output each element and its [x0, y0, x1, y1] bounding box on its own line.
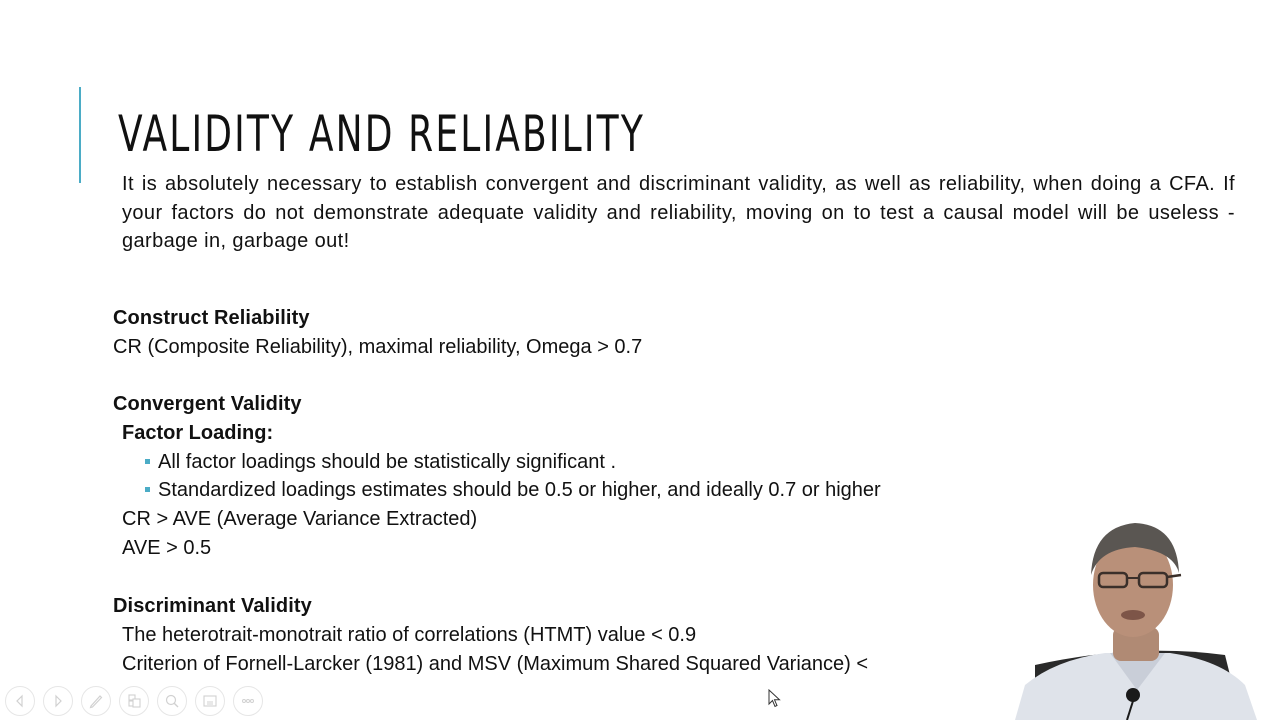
mouse-cursor-icon [768, 689, 782, 709]
bullet-item [113, 448, 881, 477]
next-slide-button[interactable] [43, 686, 73, 716]
convergent-validity-section [113, 390, 881, 563]
discriminant-validity-heading: Discriminant Validity [113, 595, 312, 617]
bullet-square-icon [145, 487, 150, 492]
slide-title: VALIDITY AND RELIABILITY [118, 105, 645, 163]
presenter-video [995, 515, 1280, 720]
title-accent-bar [79, 87, 81, 183]
fornell-larcker-criterion: Criterion of Fornell-Larcker (1981) and MSV (Maximum Shared Squared Variance) < [122, 652, 869, 675]
zoom-icon [163, 692, 181, 710]
ave-criterion: AVE > 0.5 [122, 536, 212, 559]
construct-reliability-section [113, 304, 642, 362]
previous-slide-button[interactable] [5, 686, 35, 716]
previous-slide-icon [11, 692, 29, 710]
cr-ave-criterion: CR > AVE (Average Variance Extracted) [122, 508, 478, 531]
pen-tool-button[interactable] [81, 686, 111, 716]
discriminant-validity-section [113, 592, 868, 678]
subtitles-button[interactable] [195, 686, 225, 716]
bullet-text: All factor loadings should be statistically significant . [158, 450, 617, 473]
bullet-item [113, 476, 881, 505]
see-all-slides-button[interactable] [119, 686, 149, 716]
construct-reliability-criterion: CR (Composite Reliability), maximal reliability, Omega > 0.7 [113, 335, 643, 358]
construct-reliability-heading: Construct Reliability [113, 307, 310, 329]
convergent-validity-heading: Convergent Validity [113, 393, 302, 415]
pen-icon [87, 692, 105, 710]
htmt-criterion: The heterotrait-monotrait ratio of correlations (HTMT) value < 0.9 [122, 623, 697, 646]
see-all-slides-icon [125, 692, 143, 710]
next-slide-icon [49, 692, 67, 710]
factor-loading-subheading: Factor Loading: [122, 421, 274, 444]
zoom-button[interactable] [157, 686, 187, 716]
intro-paragraph: It is absolutely necessary to establish convergent and discriminant validity, as well as reliability, when doing a CFA. If your factors do not demonstrate adequate validity and reliability, moving on to test a causal model will be useless - garbage in, garbage out! [122, 173, 1235, 252]
slideshow-toolbar [5, 686, 263, 716]
bullet-square-icon [145, 459, 150, 464]
more-options-icon [239, 692, 257, 710]
presenter-silhouette-icon [995, 515, 1280, 720]
subtitles-icon [201, 692, 219, 710]
more-options-button[interactable] [233, 686, 263, 716]
bullet-text: Standardized loadings estimates should be 0.5 or higher, and ideally 0.7 or higher [158, 479, 881, 502]
